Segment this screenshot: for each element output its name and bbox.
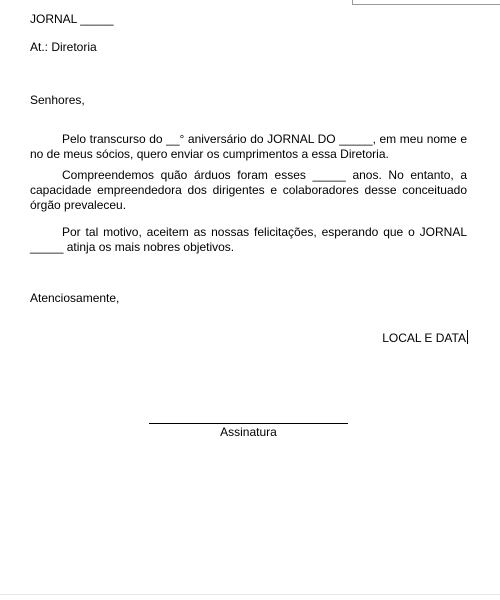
signature-line: [149, 423, 348, 424]
text-cursor: [467, 330, 468, 344]
paragraph-2: Compreendemos quão árduos foram esses _____ anos. No entanto, a capacidade empreendedora dos dirigentes e colaboradores desse conceituado órgão prevaleceu.: [30, 168, 467, 212]
page-bottom-edge: [0, 594, 500, 595]
place-date-line[interactable]: [382, 330, 468, 345]
addressee: At.: Diretoria: [30, 40, 97, 54]
place-date: LOCAL E DATA: [382, 331, 466, 345]
paragraph-1: Pelo transcurso do __° aniversário do JORNAL DO _____, em meu nome e no de meus sócios, quero enviar os cumprimentos a essa Diretoria.: [30, 132, 467, 161]
header-title: JORNAL _____: [30, 12, 114, 26]
paragraph-3: Por tal motivo, aceitem as nossas felicitações, esperando que o JORNAL _____ atinja os mais nobres objetivos.: [30, 225, 467, 254]
page-corner-frame: [352, 0, 500, 5]
greeting: Senhores,: [30, 93, 85, 107]
signature-label: Assinatura: [220, 425, 277, 439]
closing: Atenciosamente,: [30, 291, 120, 305]
